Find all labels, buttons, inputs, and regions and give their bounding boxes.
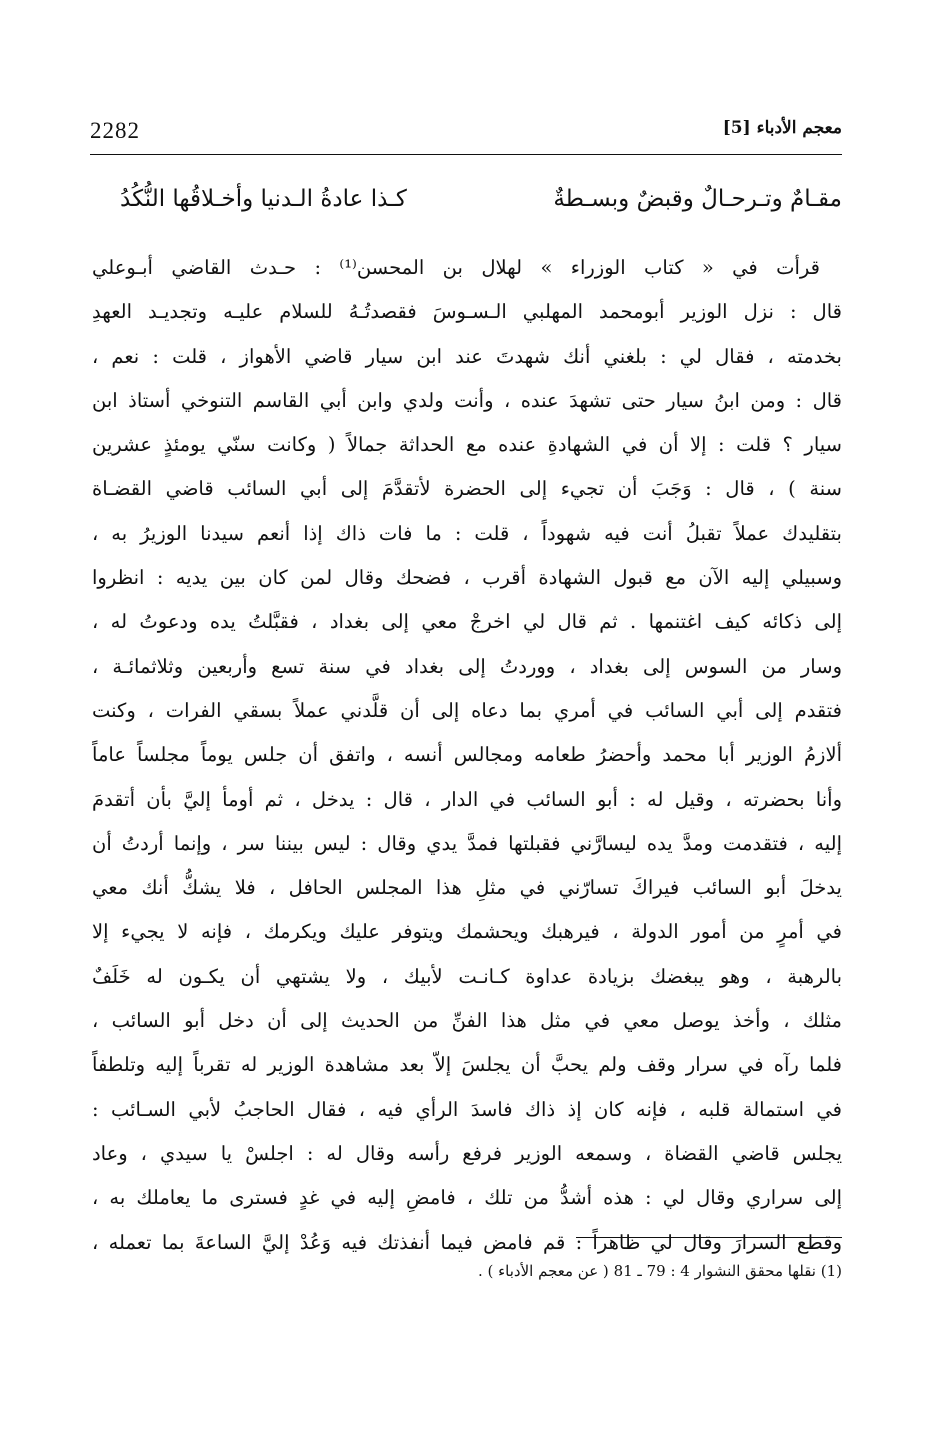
verse-second-hemistich: كـذا عادةُ الـدنيا وأخـلاقُها النُّكُدُ (120, 186, 407, 212)
text-line: فتقدم إلى أبي السائب في أمري بما دعاه إلى أن قلَّدني عملاً بسقي الفرات ، وكنت (92, 698, 842, 722)
verse-first-hemistich: مقـامٌ وتـرحـالٌ وقبضٌ وبسـطةٌ (553, 186, 842, 212)
page-number: 2282 (90, 118, 140, 143)
running-title: معجم الأدباء [5] (722, 118, 842, 138)
text-line: بالرهبة ، وهو يبغضك بزيادة عداوة كـانـت لأبيك ، ولا يشتهي أن يكـون له خَلَفٌ (92, 964, 842, 988)
text-line: سيار ؟ قلت : إلا أن في الشهادةِ عنده مع الحداثة جمالاً ( وكانت سنّي يومئذٍ عشرين (92, 433, 842, 457)
text-line: قال : ومن ابنُ سيار حتى تشهدَ عنده ، وأنت ولدي وابن أبي القاسم التنوخي أستاذ ابن (92, 388, 842, 412)
text-line: في أمرٍ من أمور الدولة ، فيرهبك ويحشمك ويتوفر عليك ويكرمك ، فإنه لا يجيء إلا (92, 920, 842, 944)
text-line: يدخلَ أبو السائب فيراكَ تسارّني في مثلِ هذا المجلس الحافل ، فلا يشكُّ أنك معي (92, 876, 842, 900)
text-line: وأنا بحضرته ، وقيل له : أبو السائب في الدار ، قال : يدخل ، ثم أومأ إليَّ بأن أتقدمَ (92, 787, 842, 811)
header-rule (90, 154, 842, 155)
body-text (92, 246, 842, 1265)
text-line: فلما رآه في سرار وقف ولم يحبَّ أن يجلسَ إلاّ بعد مشاهدة الوزير له تقرباً إليه وتلطفاً (92, 1053, 842, 1077)
text-line: قرأت في « كتاب الوزراء » لهلال بن المحسن⁽¹⁾ : حـدث القاضي أبـوعلي (92, 256, 820, 279)
poetry-verse (120, 186, 842, 230)
text-line: إليه ، فتقدمت ومدَّ يده ليسارَّني فقبلتها فمدَّ يدي وقال : ليس بيننا سر ، وإنما أردتُ أن (92, 831, 842, 855)
text-line: سنة ) ، قال : وَجَبَ أن تجيء إلى الحضرة لأتقدَّمَ إلى أبي السائب قاضي القضـاة (92, 477, 842, 501)
text-line: بتقليدك عملاً تقبلُ أنت فيه شهوداً ، قلت : ما فات ذاك إذا أنعم سيدنا الوزيرُ به ، (92, 521, 842, 545)
text-line: إلى سراري وقال لي : هذه أشدُّ من تلك ، فامضِ إليه في غدٍ فسترى ما يعاملك به ، (92, 1186, 842, 1210)
text-line: قال : نزل الوزير أبومحمد المهلبي الـسـوسَ فقصدتُـهُ للسلام عليـه وتجديـد العهدِ (92, 300, 842, 324)
text-line: بخدمته ، فقال لي : بلغني أنك شهدتَ عند ابن سيار قاضي الأهواز ، قلت : نعم ، (92, 344, 842, 368)
text-line: ألازمُ الوزير أبا محمد وأحضرُ طعامه ومجالس أنسه ، واتفق أن جلس يوماً مجلساً عاماً (92, 743, 842, 767)
text-line: في استمالة قلبه ، فإنه كان إذ ذاك فاسدَ الرأي فيه ، فقال الحاجبُ لأبي السـائب : (92, 1097, 842, 1121)
page-header (90, 118, 842, 152)
text-line: يجلس قاضي القضاة ، وسمعه الوزير فرفع رأسه وقال له : اجلسْ يا سيدي ، وعاد (92, 1141, 842, 1165)
text-line: وقطع السرارَ وقال لي ظاهراً : قم فامض فيما أنفذتك فيه وَعُدْ إليَّ الساعةَ بما تعمله ، (92, 1230, 842, 1254)
text-line: وسبيلي إليه الآن مع قبول الشهادة أقرب ، فضحك وقال لمن كان بين يديه : انظروا (92, 566, 842, 590)
text-line: وسار من السوس إلى بغداد ، ووردتُ إلى بغداد في سنة تسع وأربعين وثلاثمائـة ، (92, 654, 842, 678)
footnote-rule (576, 1237, 842, 1238)
footnote: (1) نقلها محقق النشوار 4 : 79 ـ 81 ( عن معجم الأدباء ) . (477, 1262, 842, 1280)
text-line: إلى ذكائه كيف اغتنمها . ثم قال لي اخرجْ معي إلى بغداد ، فقبَّلتُ يده ودعوتُ له ، (92, 610, 842, 634)
text-line: مثلك ، وأخذ يوصل معي في مثل هذا الفنِّ من الحديث إلى أن دخل أبو السائب ، (92, 1009, 842, 1033)
